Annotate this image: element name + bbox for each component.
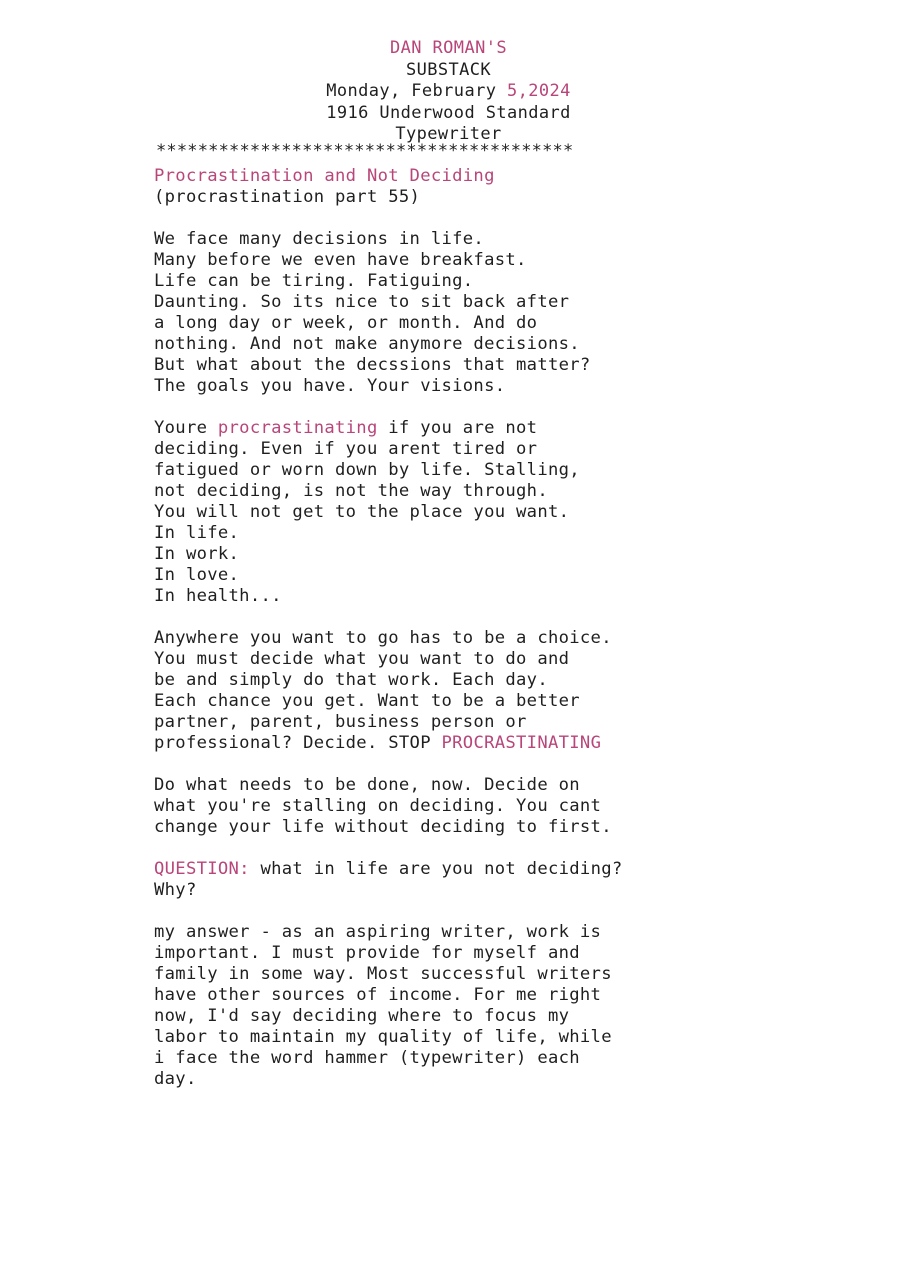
text-line: be and simply do that work. Each day. — [154, 670, 548, 690]
question-block — [154, 859, 754, 901]
text-line: Anywhere you want to go has to be a choice. — [154, 628, 612, 648]
text-line: nothing. And not make anymore decisions. — [154, 334, 580, 354]
text-line: Each chance you get. Want to be a better — [154, 691, 580, 711]
post-date — [0, 81, 897, 103]
text-line: family in some way. Most successful writers — [154, 964, 612, 984]
text-line: The goals you have. Your visions. — [154, 376, 506, 396]
post-body — [154, 166, 754, 1090]
text-line: But what about the decssions that matter? — [154, 355, 591, 375]
text-line: You will not get to the place you want. — [154, 502, 570, 522]
paragraph-1 — [154, 229, 754, 397]
publication-name: SUBSTACK — [405, 59, 492, 80]
text-line: what you're stalling on deciding. You cant — [154, 796, 602, 816]
text-line: Many before we even have breakfast. — [154, 250, 527, 270]
text-line: In health... — [154, 586, 282, 606]
asterisk-rule: **************************************** — [156, 141, 574, 161]
text-line: We face many decisions in life. — [154, 229, 485, 249]
text-line — [154, 418, 754, 439]
post-title: Procrastination and Not Deciding — [154, 166, 495, 186]
text-line: day. — [154, 1069, 197, 1089]
text-line: not deciding, is not the way through. — [154, 481, 548, 501]
text-line: partner, parent, business person or — [154, 712, 527, 732]
text-line: In work. — [154, 544, 240, 564]
text-line: You must decide what you want to do and — [154, 649, 570, 669]
masthead — [0, 38, 897, 146]
text-line: important. I must provide for myself and — [154, 943, 580, 963]
text-line: Daunting. So its nice to sit back after — [154, 292, 570, 312]
paragraph-2 — [154, 418, 754, 607]
question-label: QUESTION: — [154, 859, 250, 879]
highlight-word: procrastinating — [217, 418, 378, 438]
text-line: deciding. Even if you arent tired or — [154, 439, 538, 459]
text-segment: professional? Decide. STOP — [154, 733, 442, 753]
question-line — [154, 859, 754, 880]
text-segment: if you are not — [377, 418, 538, 438]
text-line — [154, 733, 754, 754]
typewriter-model: 1916 Underwood Standard — [326, 102, 571, 123]
post-subtitle: (procrastination part 55) — [154, 187, 421, 207]
text-line: have other sources of income. For me right — [154, 985, 602, 1005]
question-line-2: Why? — [154, 880, 197, 900]
text-line: labor to maintain my quality of life, while — [154, 1027, 612, 1047]
text-line: Life can be tiring. Fatiguing. — [154, 271, 474, 291]
text-line: Do what needs to be done, now. Decide on — [154, 775, 580, 795]
date-highlight: 5,2024 — [506, 81, 571, 101]
author-name: DAN ROMAN'S — [390, 38, 507, 58]
paragraph-4 — [154, 775, 754, 838]
text-line: i face the word hammer (typewriter) each — [154, 1048, 580, 1068]
question-text: what in life are you not deciding? — [249, 859, 623, 879]
text-line: In life. — [154, 523, 240, 543]
text-line: now, I'd say deciding where to focus my — [154, 1006, 570, 1026]
highlight-word: PROCRASTINATING — [441, 733, 602, 753]
answer-block — [154, 922, 754, 1090]
text-line: my answer - as an aspiring writer, work is — [154, 922, 602, 942]
paragraph-3 — [154, 628, 754, 754]
text-line: fatigued or worn down by life. Stalling, — [154, 460, 580, 480]
text-segment: Youre — [154, 418, 218, 438]
text-line: a long day or week, or month. And do — [154, 313, 538, 333]
date-prefix: Monday, February — [326, 81, 507, 101]
typewriter-type: Typewriter — [395, 124, 502, 144]
text-line: In love. — [154, 565, 240, 585]
text-line: change your life without deciding to first. — [154, 817, 612, 837]
